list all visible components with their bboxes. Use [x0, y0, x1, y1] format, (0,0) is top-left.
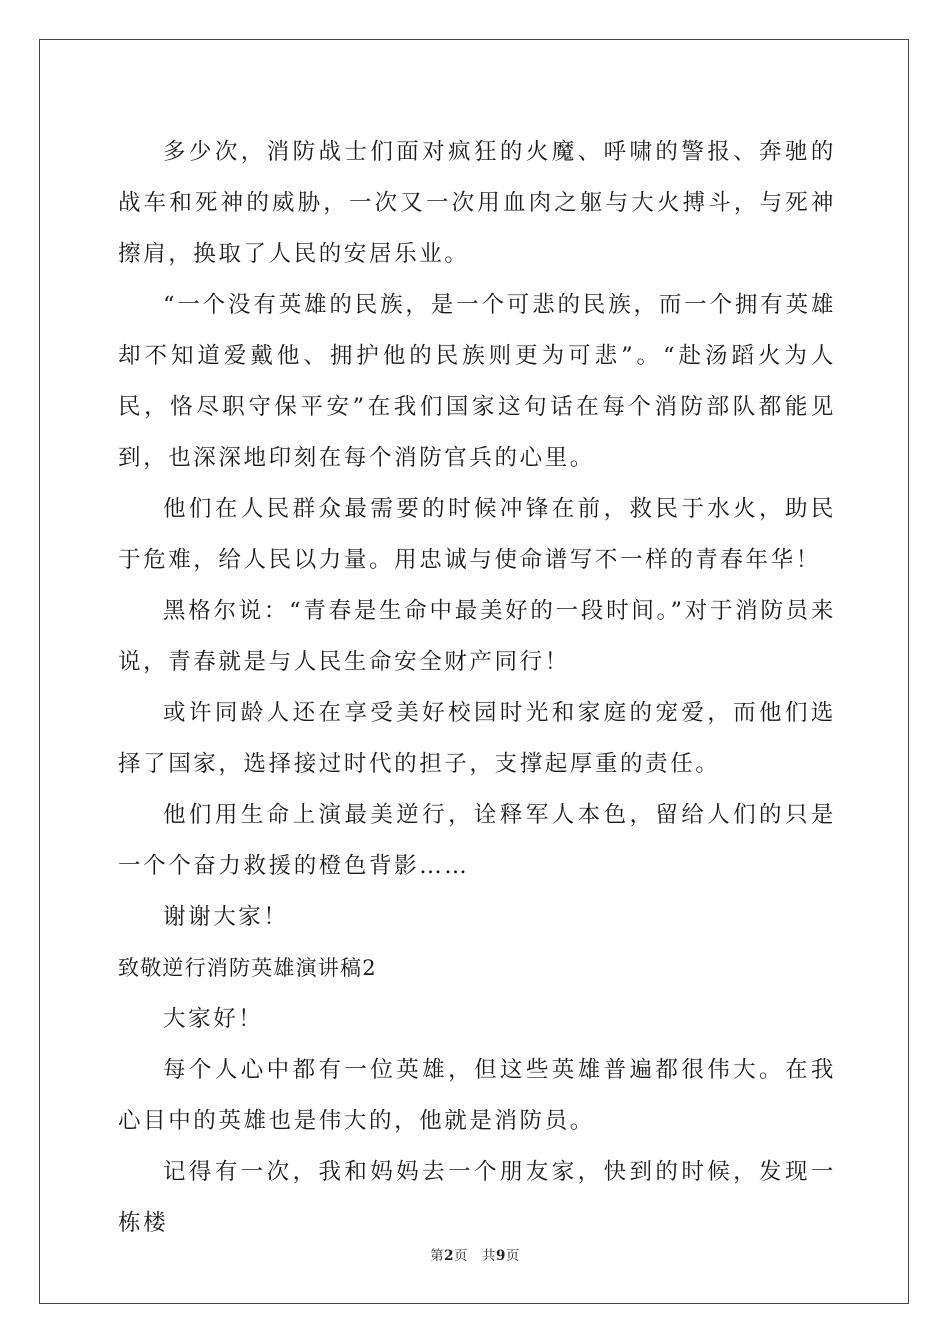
- paragraph: 黑格尔说：“青春是生命中最美好的一段时间。”对于消防员来说，青春就是与人民生命安全财产同行！: [118, 598, 836, 675]
- page-suffix: 页: [454, 1248, 468, 1264]
- section-heading: 致敬逆行消防英雄演讲稿2: [118, 956, 377, 980]
- page-current: 2: [444, 1248, 454, 1264]
- document-body: [118, 127, 836, 1249]
- total-suffix: 页: [505, 1248, 520, 1264]
- paragraph: 多少次，消防战士们面对疯狂的火魔、呼啸的警报、奔驰的战车和死神的威胁，一次又一次用血肉之躯与大火搏斗，与死神擦肩，换取了人民的安居乐业。: [118, 139, 836, 267]
- total-prefix: 共: [482, 1248, 496, 1264]
- paragraph: 他们在人民群众最需要的时候冲锋在前，救民于水火，助民于危难，给人民以力量。用忠诚与使命谱写不一样的青春年华！: [118, 496, 836, 573]
- paragraph: 或许同龄人还在享受美好校园时光和家庭的宠爱，而他们选择了国家，选择接过时代的担子，支撑起厚重的责任。: [118, 700, 836, 777]
- paragraph: “一个没有英雄的民族，是一个可悲的民族，而一个拥有英雄却不知道爱戴他、拥护他的民族则更为可悲”。“赴汤蹈火为人民，恪尽职守保平安”在我们国家这句话在每个消防部队都能见到，也深深地印刻在每个消防官兵的心里。: [118, 292, 836, 471]
- paragraph: 每个人心中都有一位英雄，但这些英雄普遍都很伟大。在我心目中的英雄也是伟大的，他就是消防员。: [118, 1057, 836, 1134]
- paragraph: 谢谢大家！: [163, 904, 289, 930]
- paragraph: 大家好！: [163, 1006, 264, 1032]
- page-footer: [0, 1244, 950, 1264]
- page-prefix: 第: [430, 1248, 445, 1264]
- paragraph: 记得有一次，我和妈妈去一个朋友家，快到的时候，发现一栋楼: [118, 1159, 836, 1236]
- page-total: 9: [496, 1248, 506, 1264]
- paragraph: 他们用生命上演最美逆行，诠释军人本色，留给人们的只是一个个奋力救援的橙色背影……: [118, 802, 836, 879]
